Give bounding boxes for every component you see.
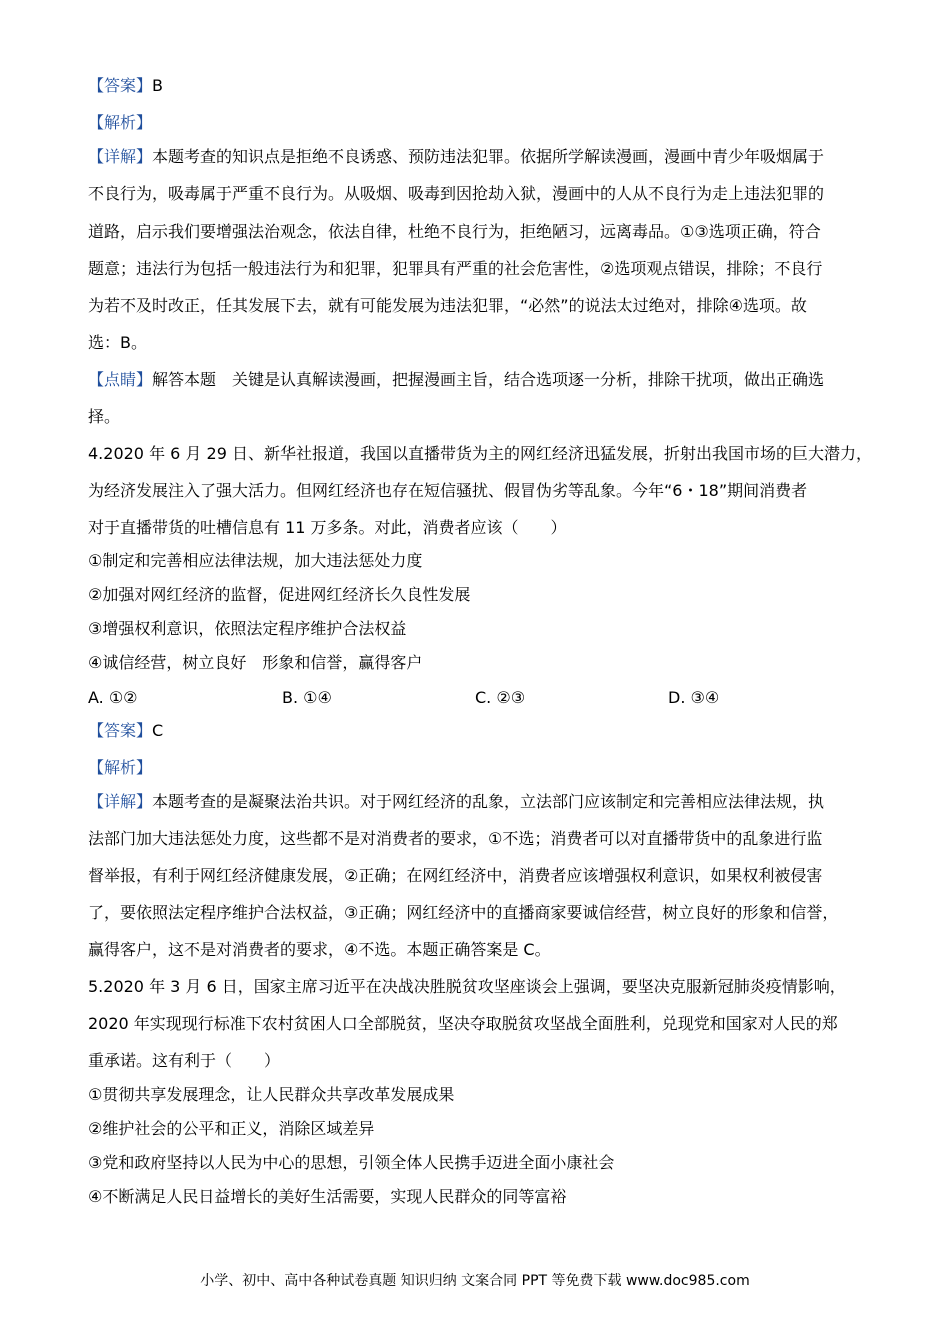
detail-tag: 【详解】 [88,792,153,811]
answer-value: C [152,721,164,740]
q4-detail-line-2: 法部门加大违法惩处力度，这些都不是对消费者的要求，①不选；消费者可以对直播带货中的乱象进行监 [88,829,823,848]
q3-detail-line-4: 题意；违法行为包括一般违法行为和犯罪，犯罪具有严重的社会危害性，②选项观点错误，排除；不良行 [88,259,823,278]
q4-stem-line-1: 4.2020 年 6 月 29 日、新华社报道，我国以直播带货为主的网红经济迅猛发展，折射出我国市场的巨大潜力， [88,444,872,463]
tip-text: 解答本题 关键是认真解读漫画，把握漫画主旨，结合选项逐一分析，排除干扰项，做出正确选 [152,370,825,389]
q4-answer-line [88,721,163,741]
q3-detail-line-5: 为若不及时改正，任其发展下去，就有可能发展为违法犯罪，“必然”的说法太过绝对，排除④选项。故 [88,296,807,315]
q3-detail-line-3: 道路，启示我们要增强法治观念，依法自律，杜绝不良行为，拒绝陋习，远离毒品。①③选项正确，符合 [88,222,821,241]
tip-tag: 【点睛】 [88,370,153,389]
q5-stem-line-3: 重承诺。这有利于（ ） [88,1051,281,1070]
analysis-tag: 【解析】 [88,758,153,777]
q5-statement-2: ②维护社会的公平和正义，消除区域差异 [88,1119,375,1138]
q3-answer-line [88,76,163,96]
q5-stem-line-2: 2020 年实现现行标准下农村贫困人口全部脱贫，坚决夺取脱贫攻坚战全面胜利，兑现党和国家对人民的郑 [88,1014,838,1033]
q3-detail-line-6: 选：B。 [88,333,147,352]
q3-detail-line-1 [88,147,824,167]
q4-stem-line-3: 对于直播带货的吐槽信息有 11 万多条。对此，消费者应该（ ） [88,518,567,537]
q4-statement-1: ①制定和完善相应法律法规，加大违法惩处力度 [88,551,423,570]
q3-tip-line-1 [88,370,824,390]
detail-text: 本题考查的知识点是拒绝不良诱惑、预防违法犯罪。依据所学解读漫画，漫画中青少年吸烟属于 [152,147,825,166]
q4-detail-line-1 [88,792,824,812]
q4-option-c: C. ②③ [475,688,526,707]
answer-value: B [152,76,163,95]
q4-statement-4: ④诚信经营，树立良好 形象和信誉，赢得客户 [88,653,423,672]
q3-detail-line-2: 不良行为，吸毒属于严重不良行为。从吸烟、吸毒到因抢劫入狱，漫画中的人从不良行为走上违法犯罪的 [88,184,825,203]
q4-option-d: D. ③④ [668,688,720,707]
answer-tag: 【答案】 [88,76,153,95]
q5-statement-4: ④不断满足人民日益增长的美好生活需要，实现人民群众的同等富裕 [88,1187,567,1206]
q4-option-b: B. ①④ [282,688,332,707]
q4-detail-line-5: 赢得客户，这不是对消费者的要求，④不选。本题正确答案是 C。 [88,940,551,959]
detail-tag: 【详解】 [88,147,153,166]
q5-stem-line-1: 5.2020 年 3 月 6 日，国家主席习近平在决战决胜脱贫攻坚座谈会上强调，要坚决克服新冠肺炎疫情影响， [88,977,846,996]
analysis-tag: 【解析】 [88,113,153,132]
page-footer: 小学、初中、高中各种试卷真题 知识归纳 文案合同 PPT 等免费下载 www.doc985.com [200,1273,750,1289]
q4-statement-2: ②加强对网红经济的监督，促进网红经济长久良性发展 [88,585,471,604]
q4-detail-line-4: 了，要依照法定程序维护合法权益，③正确；网红经济中的直播商家要诚信经营，树立良好的形象和信誉， [88,903,839,922]
detail-text: 本题考查的是凝聚法治共识。对于网红经济的乱象，立法部门应该制定和完善相应法律法规，执 [152,792,825,811]
q4-option-a: A. ①② [88,688,138,707]
q3-tip-line-2: 择。 [88,407,121,426]
q5-statement-3: ③党和政府坚持以人民为中心的思想，引领全体人民携手迈进全面小康社会 [88,1153,615,1172]
answer-tag: 【答案】 [88,721,153,740]
q5-statement-1: ①贯彻共享发展理念，让人民群众共享改革发展成果 [88,1085,455,1104]
q4-stem-line-2: 为经济发展注入了强大活力。但网红经济也存在短信骚扰、假冒伪劣等乱象。今年“6・18”期间消费者 [88,481,808,500]
q4-statement-3: ③增强权利意识，依照法定程序维护合法权益 [88,619,407,638]
q4-detail-line-3: 督举报，有利于网红经济健康发展，②正确；在网红经济中，消费者应该增强权利意识，如果权利被侵害 [88,866,823,885]
